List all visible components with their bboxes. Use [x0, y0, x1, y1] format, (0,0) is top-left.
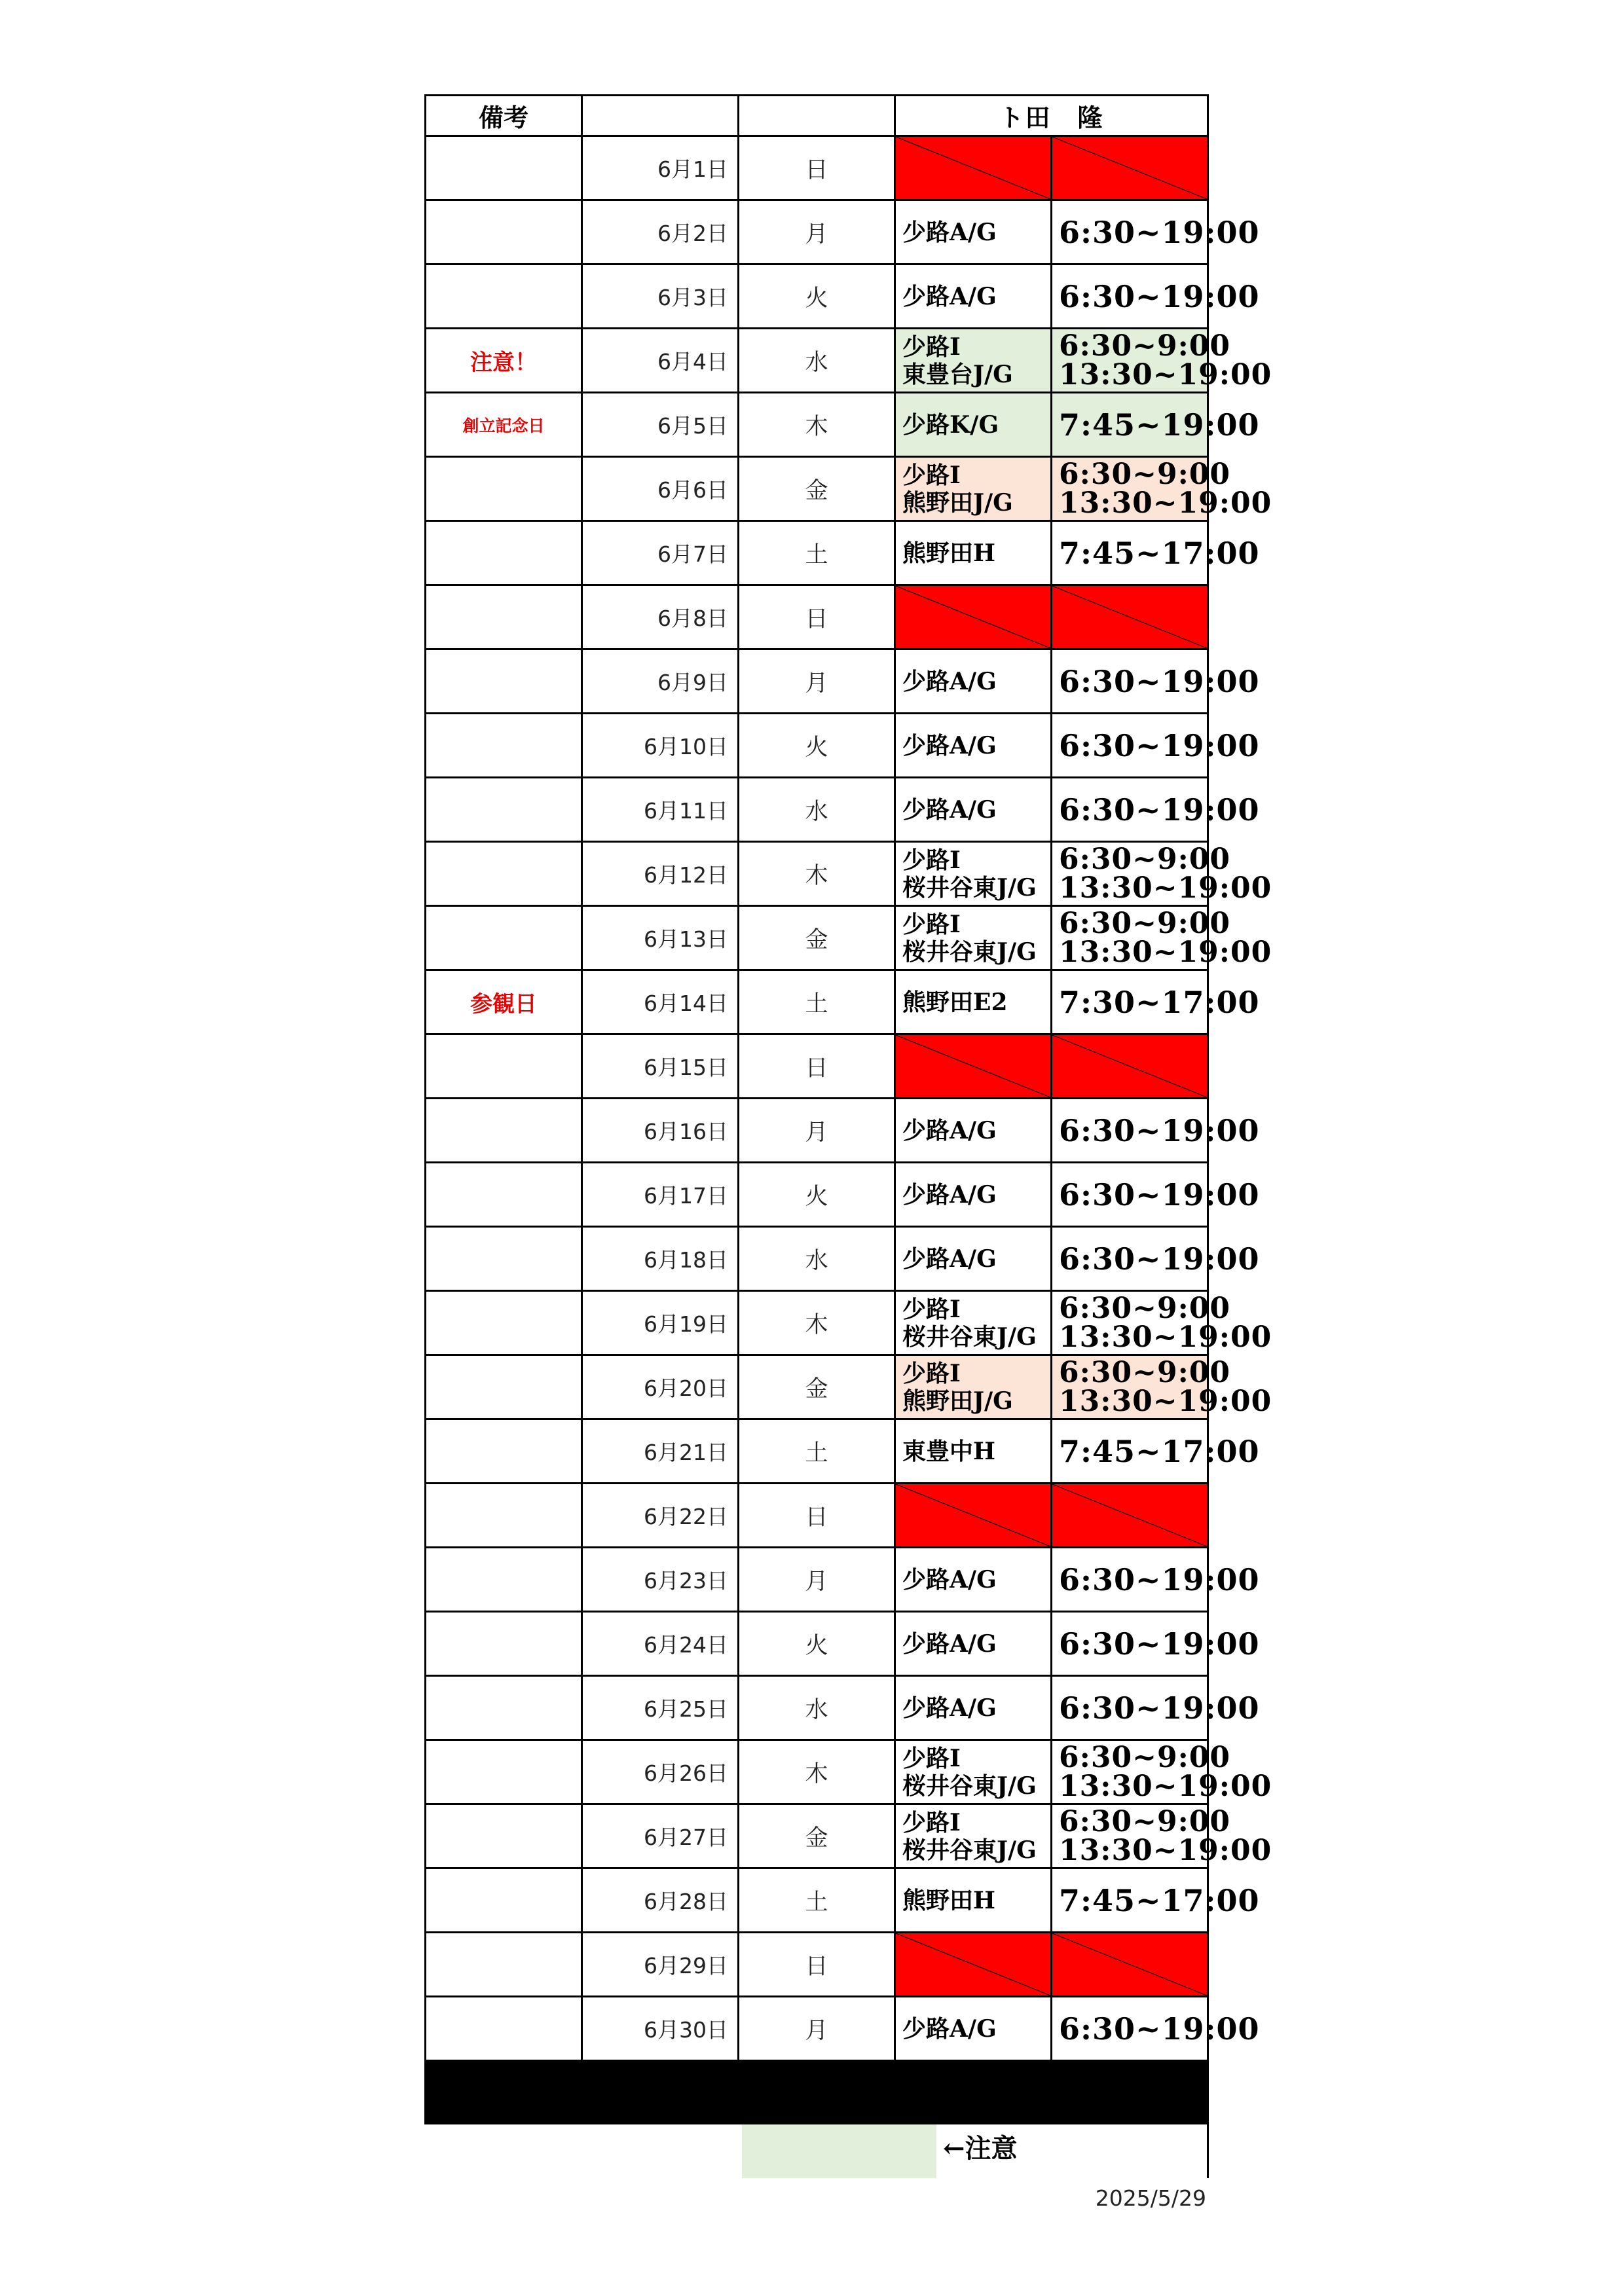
note-cell	[426, 1419, 582, 1484]
weekday-cell: 土	[739, 1419, 895, 1484]
site-cell: 少路A/G	[895, 1099, 1052, 1163]
note-cell	[426, 1740, 582, 1804]
site-cell: 熊野田E2	[895, 970, 1052, 1034]
day-off-time-cell	[1052, 1034, 1208, 1099]
weekday-cell: 月	[739, 200, 895, 264]
weekday-cell: 火	[739, 1163, 895, 1227]
time-cell: 6:30~19:00	[1052, 1163, 1208, 1227]
schedule-body	[426, 96, 1272, 2061]
note-cell	[426, 521, 582, 585]
date-cell: 6月20日	[582, 1355, 739, 1419]
note-cell	[426, 1997, 582, 2061]
time-cell: 6:30~19:00	[1052, 200, 1208, 264]
note-cell	[426, 264, 582, 329]
time-cell: 6:30~9:00 13:30~19:00	[1052, 1291, 1208, 1355]
date-cell: 6月21日	[582, 1419, 739, 1484]
weekday-cell: 月	[739, 1548, 895, 1612]
date-cell: 6月1日	[582, 136, 739, 200]
date-cell: 6月14日	[582, 970, 739, 1034]
schedule-row	[426, 649, 1208, 714]
schedule-row	[426, 1804, 1208, 1868]
note-cell	[426, 136, 582, 200]
site-cell: 少路I 桜井谷東J/G	[895, 906, 1052, 970]
time-cell: 6:30~9:00 13:30~19:00	[1052, 457, 1208, 521]
date-cell: 6月11日	[582, 778, 739, 842]
day-off-site-cell	[895, 1034, 1052, 1099]
schedule-row	[426, 1868, 1208, 1933]
schedule-row	[426, 1997, 1208, 2061]
note-cell	[426, 1099, 582, 1163]
date-cell: 6月2日	[582, 200, 739, 264]
site-cell: 少路K/G	[895, 393, 1052, 457]
weekday-cell: 水	[739, 778, 895, 842]
note-cell	[426, 1868, 582, 1933]
black-bar	[424, 2060, 1209, 2124]
date-cell: 6月16日	[582, 1099, 739, 1163]
date-cell: 6月22日	[582, 1484, 739, 1548]
site-cell: 少路A/G	[895, 1163, 1052, 1227]
weekday-cell: 水	[739, 1227, 895, 1291]
site-cell: 少路I 熊野田J/G	[895, 457, 1052, 521]
date-cell: 6月3日	[582, 264, 739, 329]
time-cell: 6:30~19:00	[1052, 1227, 1208, 1291]
time-cell: 7:45~17:00	[1052, 1419, 1208, 1484]
site-cell: 少路I 東豊台J/G	[895, 329, 1052, 393]
date-cell: 6月17日	[582, 1163, 739, 1227]
site-cell: 少路A/G	[895, 649, 1052, 714]
site-cell: 少路I 桜井谷東J/G	[895, 1291, 1052, 1355]
time-cell: 6:30~19:00	[1052, 264, 1208, 329]
date-cell: 6月28日	[582, 1868, 739, 1933]
note-cell	[426, 1933, 582, 1997]
weekday-cell: 土	[739, 1868, 895, 1933]
site-cell: 少路A/G	[895, 1676, 1052, 1740]
day-off-time-cell	[1052, 136, 1208, 200]
legend-label: ←注意	[943, 2133, 1018, 2164]
dow-header	[739, 96, 895, 136]
note-cell: 創立記念日	[426, 393, 582, 457]
site-cell: 少路A/G	[895, 1227, 1052, 1291]
date-cell: 6月29日	[582, 1933, 739, 1997]
time-cell: 7:45~17:00	[1052, 521, 1208, 585]
date-cell: 6月19日	[582, 1291, 739, 1355]
site-cell: 熊野田H	[895, 1868, 1052, 1933]
note-cell	[426, 1227, 582, 1291]
time-cell: 6:30~19:00	[1052, 1676, 1208, 1740]
date-cell: 6月8日	[582, 585, 739, 649]
note-cell	[426, 649, 582, 714]
day-off-site-cell	[895, 1933, 1052, 1997]
note-cell	[426, 1612, 582, 1676]
note-cell	[426, 1484, 582, 1548]
weekday-cell: 金	[739, 457, 895, 521]
note-cell	[426, 906, 582, 970]
schedule-row	[426, 714, 1208, 778]
schedule-row	[426, 264, 1208, 329]
date-cell: 6月9日	[582, 649, 739, 714]
date-cell: 6月23日	[582, 1548, 739, 1612]
time-cell: 6:30~9:00 13:30~19:00	[1052, 329, 1208, 393]
note-cell	[426, 1804, 582, 1868]
weekday-cell: 水	[739, 329, 895, 393]
time-cell: 6:30~19:00	[1052, 1548, 1208, 1612]
schedule-row	[426, 1933, 1208, 1997]
site-cell: 少路I 桜井谷東J/G	[895, 1804, 1052, 1868]
weekday-cell: 金	[739, 1804, 895, 1868]
site-cell: 少路A/G	[895, 1548, 1052, 1612]
weekday-cell: 木	[739, 393, 895, 457]
date-cell: 6月5日	[582, 393, 739, 457]
schedule-row	[426, 329, 1208, 393]
weekday-cell: 金	[739, 1355, 895, 1419]
schedule-row	[426, 1676, 1208, 1740]
note-cell	[426, 1355, 582, 1419]
site-cell: 東豊中H	[895, 1419, 1052, 1484]
note-cell	[426, 457, 582, 521]
site-cell: 少路A/G	[895, 1997, 1052, 2061]
note-cell: 参観日	[426, 970, 582, 1034]
note-cell	[426, 1548, 582, 1612]
schedule-row	[426, 1419, 1208, 1484]
date-header	[582, 96, 739, 136]
print-date: 2025/5/29	[1095, 2185, 1206, 2211]
note-cell	[426, 1163, 582, 1227]
time-cell: 6:30~9:00 13:30~19:00	[1052, 1740, 1208, 1804]
date-cell: 6月7日	[582, 521, 739, 585]
date-cell: 6月13日	[582, 906, 739, 970]
schedule-row	[426, 842, 1208, 906]
notes-header: 備考	[426, 96, 582, 136]
note-cell	[426, 200, 582, 264]
date-cell: 6月10日	[582, 714, 739, 778]
weekday-cell: 火	[739, 714, 895, 778]
time-cell: 7:30~17:00	[1052, 970, 1208, 1034]
weekday-cell: 月	[739, 649, 895, 714]
note-cell	[426, 842, 582, 906]
time-cell: 6:30~9:00 13:30~19:00	[1052, 906, 1208, 970]
schedule-row	[426, 1034, 1208, 1099]
time-cell: 6:30~19:00	[1052, 1997, 1208, 2061]
weekday-cell: 水	[739, 1676, 895, 1740]
weekday-cell: 日	[739, 1933, 895, 1997]
schedule-row	[426, 970, 1208, 1034]
time-cell: 6:30~9:00 13:30~19:00	[1052, 842, 1208, 906]
weekday-cell: 木	[739, 1291, 895, 1355]
weekday-cell: 日	[739, 1484, 895, 1548]
date-cell: 6月26日	[582, 1740, 739, 1804]
site-cell: 少路A/G	[895, 264, 1052, 329]
schedule-row	[426, 1291, 1208, 1355]
weekday-cell: 月	[739, 1099, 895, 1163]
schedule-row	[426, 1163, 1208, 1227]
time-cell: 6:30~19:00	[1052, 714, 1208, 778]
note-cell	[426, 778, 582, 842]
employee-name: ト田 隆	[895, 96, 1208, 136]
day-off-site-cell	[895, 136, 1052, 200]
schedule-row	[426, 1355, 1208, 1419]
weekday-cell: 土	[739, 970, 895, 1034]
schedule-row	[426, 1484, 1208, 1548]
weekday-cell: 金	[739, 906, 895, 970]
date-cell: 6月4日	[582, 329, 739, 393]
note-cell	[426, 1034, 582, 1099]
site-cell: 少路A/G	[895, 714, 1052, 778]
note-cell	[426, 1676, 582, 1740]
date-cell: 6月15日	[582, 1034, 739, 1099]
weekday-cell: 火	[739, 1612, 895, 1676]
day-off-site-cell	[895, 585, 1052, 649]
date-cell: 6月6日	[582, 457, 739, 521]
schedule-row	[426, 1548, 1208, 1612]
schedule-row	[426, 906, 1208, 970]
schedule-table	[424, 94, 1272, 2062]
weekday-cell: 日	[739, 585, 895, 649]
schedule-row	[426, 457, 1208, 521]
weekday-cell: 土	[739, 521, 895, 585]
legend-border	[1207, 2124, 1209, 2178]
time-cell: 6:30~19:00	[1052, 1612, 1208, 1676]
time-cell: 6:30~19:00	[1052, 649, 1208, 714]
legend-swatch-caution	[742, 2124, 936, 2178]
day-off-time-cell	[1052, 1484, 1208, 1548]
site-cell: 少路A/G	[895, 1612, 1052, 1676]
schedule-row	[426, 1099, 1208, 1163]
schedule-row	[426, 1740, 1208, 1804]
schedule-row	[426, 585, 1208, 649]
note-cell	[426, 585, 582, 649]
weekday-cell: 日	[739, 136, 895, 200]
date-cell: 6月30日	[582, 1997, 739, 2061]
date-cell: 6月24日	[582, 1612, 739, 1676]
site-cell: 少路I 熊野田J/G	[895, 1355, 1052, 1419]
time-cell: 6:30~19:00	[1052, 778, 1208, 842]
schedule-row	[426, 778, 1208, 842]
header-row	[426, 96, 1208, 136]
weekday-cell: 火	[739, 264, 895, 329]
time-cell: 7:45~17:00	[1052, 1868, 1208, 1933]
schedule-row	[426, 1227, 1208, 1291]
site-cell: 熊野田H	[895, 521, 1052, 585]
weekday-cell: 日	[739, 1034, 895, 1099]
schedule-row	[426, 1612, 1208, 1676]
note-cell	[426, 714, 582, 778]
site-cell: 少路A/G	[895, 778, 1052, 842]
date-cell: 6月18日	[582, 1227, 739, 1291]
note-cell	[426, 1291, 582, 1355]
day-off-time-cell	[1052, 1933, 1208, 1997]
schedule-row	[426, 521, 1208, 585]
site-cell: 少路A/G	[895, 200, 1052, 264]
note-cell: 注意！	[426, 329, 582, 393]
time-cell: 7:45~19:00	[1052, 393, 1208, 457]
weekday-cell: 木	[739, 1740, 895, 1804]
schedule-row	[426, 393, 1208, 457]
schedule-row	[426, 200, 1208, 264]
site-cell: 少路I 桜井谷東J/G	[895, 1740, 1052, 1804]
time-cell: 6:30~9:00 13:30~19:00	[1052, 1355, 1208, 1419]
date-cell: 6月25日	[582, 1676, 739, 1740]
day-off-time-cell	[1052, 585, 1208, 649]
date-cell: 6月12日	[582, 842, 739, 906]
weekday-cell: 月	[739, 1997, 895, 2061]
time-cell: 6:30~9:00 13:30~19:00	[1052, 1804, 1208, 1868]
date-cell: 6月27日	[582, 1804, 739, 1868]
schedule-row	[426, 136, 1208, 200]
time-cell: 6:30~19:00	[1052, 1099, 1208, 1163]
site-cell: 少路I 桜井谷東J/G	[895, 842, 1052, 906]
day-off-site-cell	[895, 1484, 1052, 1548]
weekday-cell: 木	[739, 842, 895, 906]
